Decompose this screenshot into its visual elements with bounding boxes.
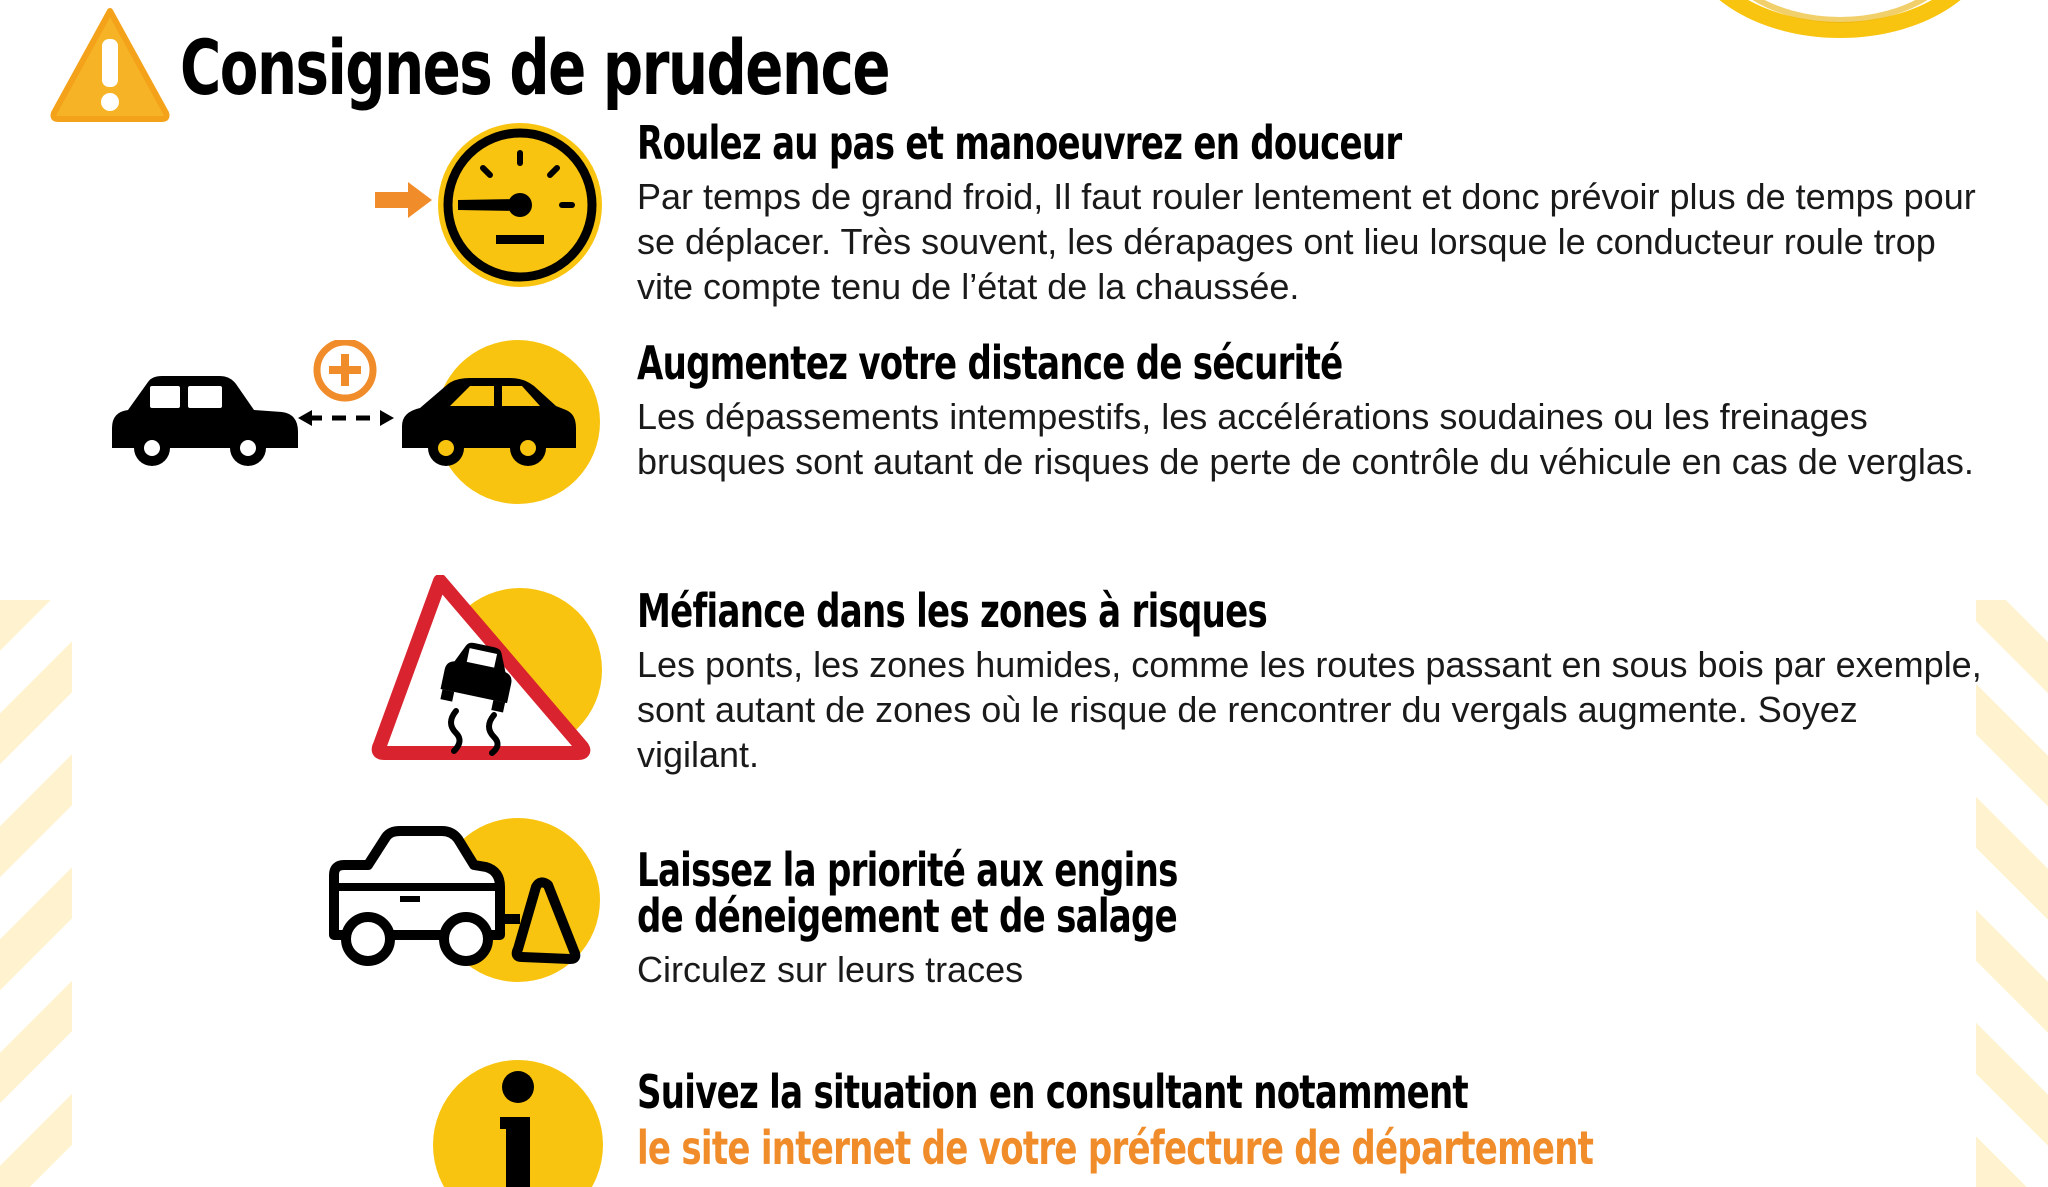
advice-heading: Méfiance dans les zones à risques	[637, 584, 1268, 638]
slippery-road-sign-icon	[0, 575, 620, 760]
advice-body: Les dépassements intempestifs, les accélérations soudaines ou les freinages brusques sont autant de risques de perte de contrôle du véhicule en cas de verglas.	[637, 396, 1974, 482]
advice-body: Par temps de grand froid, Il faut rouler lentement et donc prévoir plus de temps pour se déplacer. Très souvent, les dérapages ont lieu lorsque le conducteur roule trop vite compte tenu de l’état de la chaussée.	[637, 176, 1976, 307]
advice-text	[637, 1065, 1982, 1175]
snowplow-icon	[0, 815, 620, 990]
decorative-stripes-right	[1976, 600, 2048, 1187]
advice-text	[637, 843, 1982, 992]
decorative-ring	[1670, 0, 2010, 100]
car-distance-icon	[0, 340, 620, 515]
advice-heading: Suivez la situation en consultant notamment	[637, 1065, 1468, 1119]
advice-body: Circulez sur leurs traces	[637, 949, 1024, 990]
advice-text	[637, 116, 1982, 309]
info-icon	[0, 1045, 620, 1187]
advice-text	[637, 584, 1982, 777]
speedometer-icon	[0, 120, 620, 295]
advice-body: Les ponts, les zones humides, comme les routes passant en sous bois par exemple, sont autant de zones où le risque de rencontrer du vergals augmente. Soyez vigilant.	[637, 644, 1982, 775]
warning-triangle-icon	[48, 5, 172, 123]
advice-heading: Augmentez votre distance de sécurité	[637, 336, 1343, 390]
prefecture-website-link: le site internet de votre préfecture de département	[637, 1121, 1594, 1175]
page-title: Consignes de prudence	[180, 23, 890, 112]
car-left-icon	[112, 376, 298, 466]
advice-text	[637, 336, 1982, 484]
advice-heading-line1: Laissez la priorité aux engins	[637, 843, 1178, 897]
advice-heading-line2: de déneigement et de salage	[637, 889, 1177, 943]
advice-heading: Roulez au pas et manoeuvrez en douceur	[637, 116, 1402, 170]
